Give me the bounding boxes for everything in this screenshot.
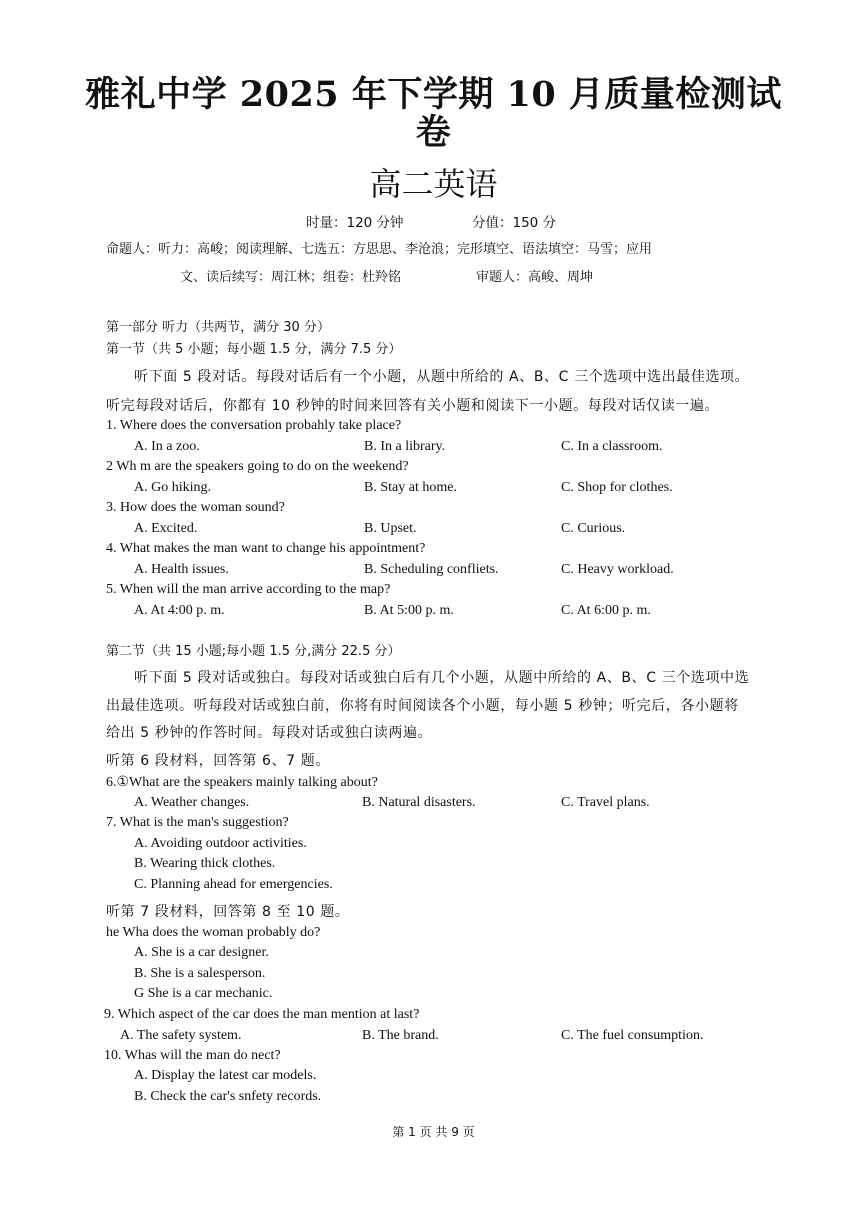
authors-line2: 文、读后续写：周江林；组卷：杜羚铭: [180, 270, 402, 285]
exam-time: 时量：120 分钟: [306, 215, 404, 231]
question-stem: 4. What makes the man want to change his appointment?: [106, 541, 426, 556]
option-a: A. At 4:00 p. m.: [134, 603, 225, 618]
exam-title-line1: 雅礼中学 2025 年下学期 10 月质量检测试: [85, 74, 782, 115]
part1-heading: 第一部分 听力（共两节，满分 30 分）: [106, 320, 330, 335]
page-footer: 第 1 页 共 9 页: [392, 1125, 475, 1139]
option-c: C. In a classroom.: [561, 439, 663, 454]
option-b: B. Stay at home.: [364, 480, 457, 495]
material-7-note: 听第 7 段材料，回答第 8 至 10 题。: [106, 904, 350, 920]
option-b: B. Upset.: [364, 521, 417, 536]
option-a: A. Weather changes.: [134, 795, 250, 810]
option-b: B. The brand.: [362, 1028, 439, 1043]
option-b: B. At 5:00 p. m.: [364, 603, 454, 618]
option-a: A. Display the latest car models.: [134, 1068, 317, 1083]
question-stem: 5. When will the man arrive according to the map?: [106, 582, 391, 597]
question-stem: 1. Where does the conversation probahly take place?: [106, 418, 402, 433]
option-c: C. Curious.: [561, 521, 626, 536]
option-c: G She is a car mechanic.: [134, 986, 273, 1001]
section1-instruction-2: 听完每段对话后，你都有 10 秒钟的时间来回答有关小题和阅读下一小题。每段对话仅读一遍。: [106, 398, 720, 414]
authors-line1: 命题人：听力：高峻；阅读理解、七选五：方思思、李沧浪；完形填空、语法填空：马雪；应用: [106, 242, 653, 257]
option-a: A. The safety system.: [120, 1028, 242, 1043]
option-b: B. Wearing thick clothes.: [134, 856, 276, 871]
option-a: A. In a zoo.: [134, 439, 200, 454]
question-stem: 6.①What are the speakers mainly talking about?: [106, 775, 378, 790]
option-a: A. Go hiking.: [134, 480, 211, 495]
option-b: B. In a library.: [364, 439, 446, 454]
exam-title-line2: 卷: [415, 112, 452, 153]
question-stem: 7. What is the man's suggestion?: [106, 815, 289, 830]
section1-instruction-1: 听下面 5 段对话。每段对话后有一个小题，从题中所给的 A、B、C 三个选项中选出最佳选项。: [134, 369, 750, 385]
option-c: C. At 6:00 p. m.: [561, 603, 651, 618]
option-a: A. Health issues.: [134, 562, 229, 577]
material-6-note: 听第 6 段材料，回答第 6、7 题。: [106, 753, 330, 769]
question-stem: he Wha does the woman probably do?: [106, 925, 321, 940]
option-b: B. Scheduling confliets.: [364, 562, 499, 577]
option-c: C. Planning ahead for emergencies.: [134, 877, 333, 892]
question-stem: 2 Wh m are the speakers going to do on the weekend?: [106, 459, 409, 474]
section2-instruction-2: 出最佳选项。听每段对话或独白前，你将有时间阅读各个小题，每小题 5 秒钟；听完后，各小题将: [106, 698, 739, 714]
option-a: A. Excited.: [134, 521, 198, 536]
question-stem: 3. How does the woman sound?: [106, 500, 285, 515]
option-b: B. Natural disasters.: [362, 795, 476, 810]
option-b: B. She is a salesperson.: [134, 966, 266, 981]
option-c: C. Shop for clothes.: [561, 480, 673, 495]
section1-heading: 第一节（共 5 小题；每小题 1.5 分，满分 7.5 分）: [106, 342, 402, 357]
option-a: A. Avoiding outdoor activities.: [134, 836, 307, 851]
question-stem: 10. Whas will the man do nect?: [104, 1048, 281, 1063]
option-c: C. Heavy workload.: [561, 562, 674, 577]
section2-instruction-1: 听下面 5 段对话或独白。每段对话或独白后有几个小题，从题中所给的 A、B、C 三个选项中选: [134, 670, 750, 686]
section2-heading: 第二节（共 15 小题;每小题 1.5 分,满分 22.5 分）: [106, 644, 401, 659]
question-stem: 9. Which aspect of the car does the man mention at last?: [104, 1007, 420, 1022]
option-a: A. She is a car designer.: [134, 945, 269, 960]
reviewers: 审题人：高峻、周坤: [476, 270, 594, 285]
option-c: C. Travel plans.: [561, 795, 650, 810]
option-b: B. Check the car's snfety records.: [134, 1089, 322, 1104]
exam-score: 分值：150 分: [472, 215, 557, 231]
option-c: C. The fuel consumption.: [561, 1028, 704, 1043]
exam-subject: 高二英语: [369, 165, 498, 203]
section2-instruction-3: 给出 5 秒钟的作答时间。每段对话或独白读两遍。: [106, 725, 433, 741]
